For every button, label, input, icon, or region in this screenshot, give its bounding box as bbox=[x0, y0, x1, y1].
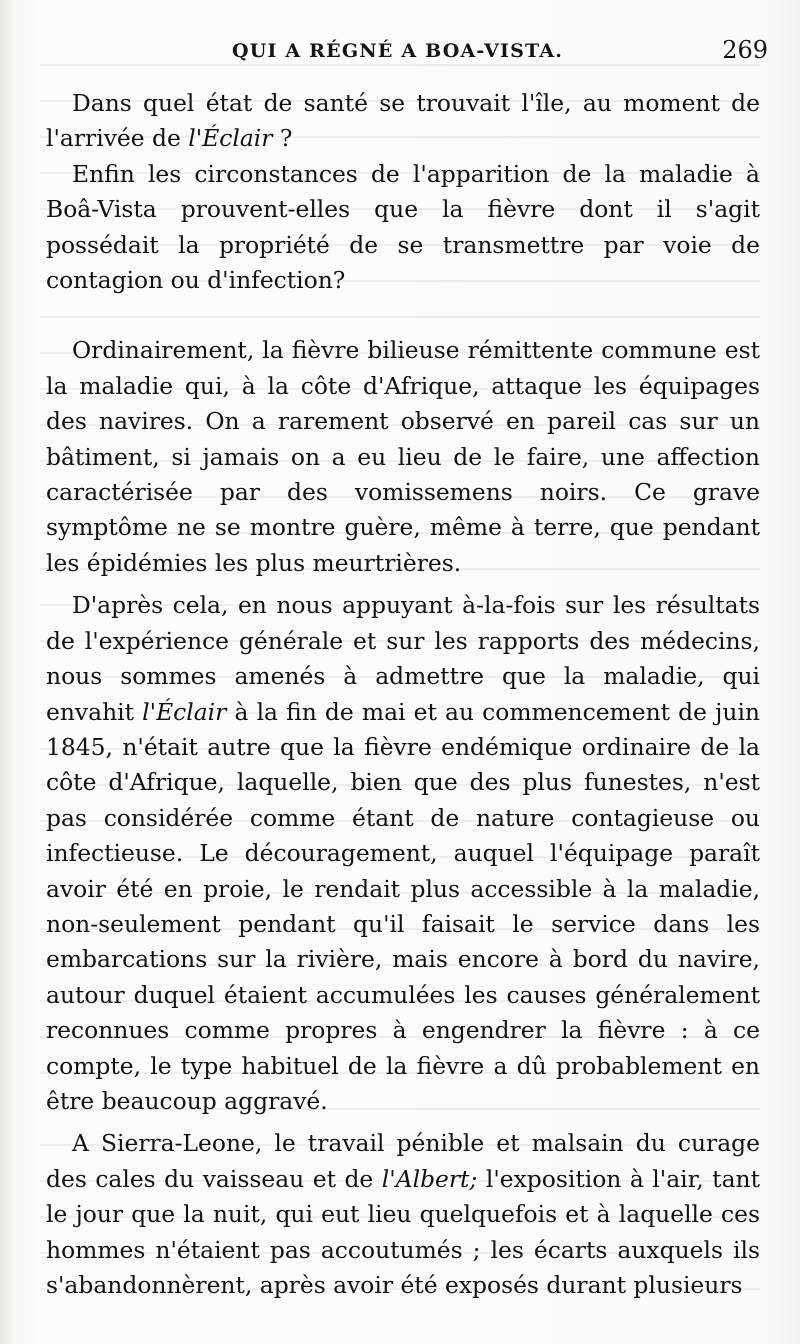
paragraph-5-text-a: A Sierra-Leone, le travail pénible et malsain du curage des cales du vaisseau et de bbox=[46, 1129, 760, 1193]
paragraph-4-text-b: à la fin de mai et au commencement de juin 1845, n'était autre que la fièvre endémique ordinaire de la côte d'Afrique, laquelle, bien que des plus funestes, n'est pas considérée comme étant de nature contagieuse ou infectieuse. Le découragement, auquel l'équipage paraît avoir été en proie, le rendait plus accessible à la maladie, non-seulement pendant qu'il faisait le service dans les embarcations sur la rivière, mais encore à bord du navire, autour duquel étaient accumulées les causes généralement reconnues comme propres à engendrer la fièvre : à ce compte, le type habituel de la fièvre a dû probablement en être beaucoup aggravé. bbox=[46, 697, 760, 1115]
paragraph-4 bbox=[46, 588, 760, 1119]
paragraph-4-text-a: D'après cela, en nous appuyant à-la-fois sur les résultats de l'expérience générale et sur les rapports des médecins, nous sommes amenés à admettre que la maladie, qui envahit bbox=[46, 591, 760, 726]
paragraph-5 bbox=[46, 1126, 760, 1303]
body-text bbox=[46, 86, 760, 1303]
paragraph-1-text-a: Dans quel état de santé se trouvait l'île, au moment de l'arrivée de bbox=[46, 89, 760, 153]
page-header bbox=[46, 36, 768, 68]
paragraph-1 bbox=[46, 86, 760, 157]
ship-name-albert: l'Albert; bbox=[381, 1164, 478, 1193]
paragraph-2: Enfin les circonstances de l'apparition de la maladie à Boâ-Vista prouvent-elles que la fièvre dont il s'agit possédait la propriété de se transmettre par voie de contagion ou d'infection? bbox=[46, 159, 760, 295]
ship-name-eclair: l'Éclair bbox=[188, 124, 273, 153]
page-number: 269 bbox=[722, 36, 768, 64]
paragraph-5-text-b: l'exposition à l'air, tant le jour que la nuit, qui eut lieu quelquefois et à laquelle ces hommes n'étaient pas accoutumés ; les écarts auxquels ils s'abandonnèrent, après avoir été exposés durant plusieurs bbox=[46, 1164, 760, 1299]
paragraph-3: Ordinairement, la fièvre bilieuse rémittente commune est la maladie qui, à la côte d'Afrique, attaque les équipages des navires. On a rarement observé en pareil cas sur un bâtiment, si jamais on a eu lieu de le faire, une affection caractérisée par des vomissemens noirs. Ce grave symptôme ne se montre guère, même à terre, que pendant les épidémies les plus meurtrières. bbox=[46, 336, 760, 577]
running-title: QUI A RÉGNÉ A BOA-VISTA. bbox=[232, 40, 564, 62]
paragraph-1-text-b: ? bbox=[272, 124, 293, 153]
ship-name-eclair-2: l'Éclair bbox=[142, 697, 227, 726]
